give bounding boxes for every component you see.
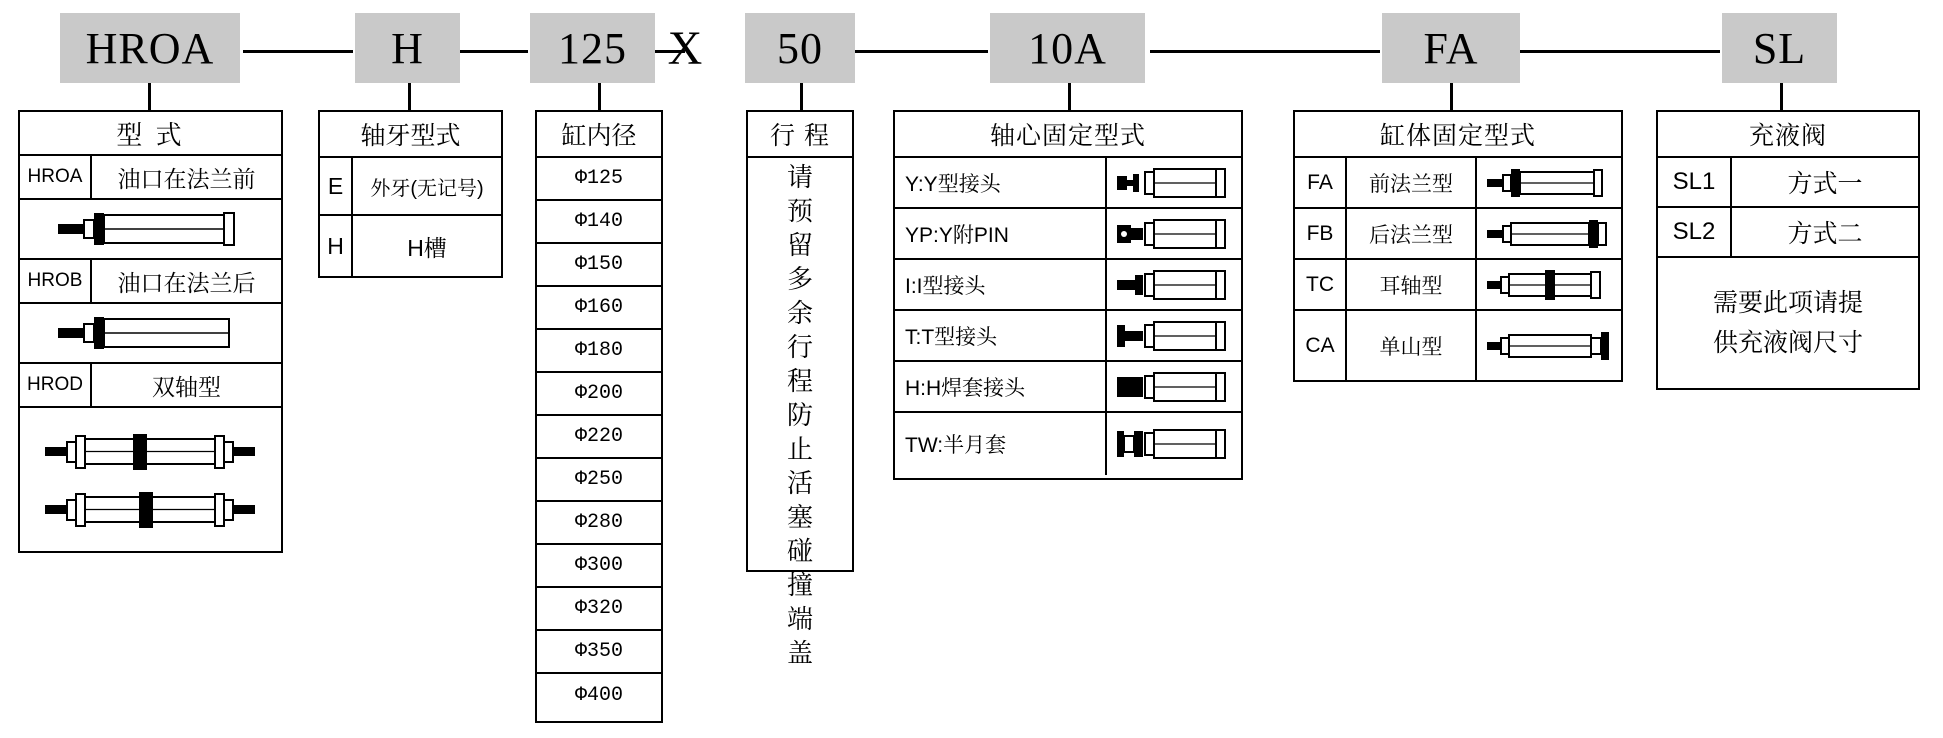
table-row — [537, 502, 661, 545]
bore-value: Φ400 — [574, 684, 623, 707]
rod-weld-sleeve-icon — [1107, 362, 1241, 411]
code-box-body-mount[interactable]: FA — [1382, 13, 1520, 83]
bore-value: Φ350 — [574, 640, 623, 663]
connector-line-5 — [1150, 50, 1380, 53]
thread-desc-e: 外牙(无记号) — [370, 177, 484, 200]
code-box-model[interactable]: HROA — [60, 13, 240, 83]
table-row — [20, 364, 281, 408]
rod-mount-label: T:T型接头 — [895, 311, 1107, 360]
model-table-header: 型 式 — [116, 119, 185, 150]
cylinder-rear-port-icon — [20, 304, 281, 362]
table-row — [537, 244, 661, 287]
body-mount-table — [1293, 110, 1623, 382]
stroke-note — [748, 158, 852, 668]
model-table-header-row — [20, 112, 281, 156]
fill-valve-code: SL2 — [1658, 208, 1732, 256]
drop-line-bore — [598, 82, 601, 110]
stroke-note-char: 端 — [786, 604, 813, 634]
fill-valve-desc: 方式二 — [1787, 220, 1863, 248]
body-mount-code: TC — [1295, 260, 1347, 309]
rod-mount-header: 轴心固定型式 — [989, 122, 1146, 150]
drop-line-fillvalve — [1780, 82, 1783, 110]
body-mount-desc: 单山型 — [1347, 311, 1477, 381]
connector-line-1 — [243, 50, 353, 53]
connector-line-2 — [460, 50, 528, 53]
table-row — [895, 362, 1241, 413]
table-row — [537, 287, 661, 330]
stroke-table-header: 行 程 — [770, 122, 830, 150]
thread-desc-h: H槽 — [407, 234, 447, 261]
rod-mount-label: TW:半月套 — [895, 413, 1107, 475]
model-code-hrod: HROD — [20, 364, 92, 406]
drop-line-stroke — [800, 82, 803, 110]
drop-line-bodymount — [1450, 82, 1453, 110]
model-desc-hroa: 油口在法兰前 — [117, 165, 256, 192]
table-row — [537, 201, 661, 244]
rod-mount-header-row — [895, 112, 1241, 158]
front-flange-icon — [1477, 158, 1621, 207]
code-box-bore[interactable]: 125 — [530, 13, 655, 83]
fill-valve-note-line2: 供充液阀尺寸 — [1712, 329, 1863, 357]
code-box-fill-valve[interactable]: SL — [1722, 13, 1837, 83]
stroke-note-char: 多 — [786, 264, 813, 294]
table-row — [1658, 158, 1918, 208]
drop-line-rodmount — [1068, 82, 1071, 110]
table-row — [1658, 208, 1918, 258]
thread-table-header: 轴牙型式 — [360, 122, 461, 150]
bore-table-header: 缸内径 — [561, 122, 637, 150]
table-row — [20, 408, 281, 553]
drop-line-model — [148, 82, 151, 110]
cylinder-double-rod-icon — [20, 408, 281, 553]
table-row — [1295, 209, 1621, 260]
table-row — [1295, 260, 1621, 311]
trunnion-icon — [1477, 260, 1621, 309]
model-code-hrob: HROB — [20, 260, 92, 302]
stroke-note-char: 止 — [786, 434, 813, 464]
stroke-note-char: 撞 — [786, 570, 813, 600]
stroke-note-char: 碰 — [786, 536, 813, 566]
table-row — [537, 158, 661, 201]
thread-code-h: H — [320, 216, 353, 276]
fill-valve-code: SL1 — [1658, 158, 1732, 206]
bore-value: Φ280 — [574, 511, 623, 534]
fill-valve-header-row — [1658, 112, 1918, 158]
fill-valve-note-line1: 需要此项请提 — [1712, 289, 1863, 317]
stroke-note-char: 行 — [786, 332, 813, 362]
rod-mount-table — [893, 110, 1243, 480]
stroke-note-char: 塞 — [786, 502, 813, 532]
table-row — [537, 330, 661, 373]
stroke-note-char: 余 — [786, 298, 813, 328]
code-box-thread[interactable]: H — [355, 13, 460, 83]
table-row — [537, 416, 661, 459]
table-row — [537, 631, 661, 674]
bore-table — [535, 110, 663, 723]
fill-valve-table — [1656, 110, 1920, 390]
fill-valve-desc: 方式一 — [1787, 170, 1863, 198]
table-row — [320, 216, 501, 276]
bore-table-header-row — [537, 112, 661, 158]
drop-line-thread — [408, 82, 411, 110]
body-mount-code: CA — [1295, 311, 1347, 381]
stroke-note-row — [748, 158, 852, 668]
code-box-rod-mount[interactable]: 10A — [990, 13, 1145, 83]
stroke-note-char: 盖 — [786, 638, 813, 668]
table-row — [20, 304, 281, 364]
bore-value: Φ150 — [574, 253, 623, 276]
model-code-hroa: HROA — [20, 156, 92, 198]
stroke-note-char: 请 — [786, 162, 813, 192]
rear-flange-icon — [1477, 209, 1621, 258]
rod-half-moon-sleeve-icon — [1107, 413, 1241, 475]
bore-value: Φ220 — [574, 425, 623, 448]
table-row — [1295, 158, 1621, 209]
body-mount-code: FB — [1295, 209, 1347, 258]
model-table — [18, 110, 283, 553]
body-mount-desc: 前法兰型 — [1347, 158, 1477, 207]
thread-table — [318, 110, 503, 278]
thread-code-e: E — [320, 158, 353, 214]
stroke-table — [746, 110, 854, 668]
table-row — [895, 209, 1241, 260]
multiplier-symbol: X — [667, 21, 703, 75]
body-mount-desc: 耳轴型 — [1347, 260, 1477, 309]
bore-value: Φ125 — [574, 167, 623, 190]
bore-value: Φ200 — [574, 382, 623, 405]
table-row — [537, 545, 661, 588]
fill-valve-note — [1658, 258, 1918, 388]
table-row — [20, 200, 281, 260]
clevis-single-icon — [1477, 311, 1621, 381]
bore-value: Φ300 — [574, 554, 623, 577]
table-row — [895, 158, 1241, 209]
bore-value: Φ140 — [574, 210, 623, 233]
bore-value: Φ180 — [574, 339, 623, 362]
bore-value: Φ320 — [574, 597, 623, 620]
table-row — [1295, 311, 1621, 381]
model-desc-hrod: 双轴型 — [152, 373, 221, 400]
stroke-note-char: 防 — [786, 400, 813, 430]
body-mount-header: 缸体固定型式 — [1379, 122, 1536, 150]
body-mount-desc: 后法兰型 — [1347, 209, 1477, 258]
bore-value: Φ250 — [574, 468, 623, 491]
table-row — [537, 588, 661, 631]
bore-value: Φ160 — [574, 296, 623, 319]
rod-t-joint-icon — [1107, 311, 1241, 360]
connector-line-6 — [1520, 50, 1720, 53]
rod-mount-label: YP:Y附PIN — [895, 209, 1107, 258]
thread-table-header-row — [320, 112, 501, 158]
model-desc-hrob: 油口在法兰后 — [117, 269, 256, 296]
table-row — [320, 158, 501, 216]
stroke-note-char: 留 — [786, 230, 813, 260]
fill-valve-header: 充液阀 — [1748, 122, 1827, 150]
fill-valve-note-row — [1658, 258, 1918, 388]
stroke-note-char: 程 — [786, 366, 813, 396]
table-row — [20, 156, 281, 200]
rod-clevis-yp-icon — [1107, 209, 1241, 258]
stroke-table-header-row — [748, 112, 852, 158]
table-row — [537, 674, 661, 717]
rod-clevis-y-icon — [1107, 158, 1241, 207]
body-mount-header-row — [1295, 112, 1621, 158]
cylinder-front-port-icon — [20, 200, 281, 258]
rod-mount-label: I:I型接头 — [895, 260, 1107, 309]
table-row — [537, 373, 661, 416]
stroke-note-char: 活 — [786, 468, 813, 498]
rod-mount-label: H:H焊套接头 — [895, 362, 1107, 411]
table-row — [895, 413, 1241, 475]
table-row — [895, 311, 1241, 362]
table-row — [895, 260, 1241, 311]
table-row — [537, 459, 661, 502]
table-row — [20, 260, 281, 304]
rod-i-joint-icon — [1107, 260, 1241, 309]
rod-mount-label: Y:Y型接头 — [895, 158, 1107, 207]
stroke-note-char: 预 — [786, 196, 813, 226]
code-box-stroke[interactable]: 50 — [745, 13, 855, 83]
body-mount-code: FA — [1295, 158, 1347, 207]
